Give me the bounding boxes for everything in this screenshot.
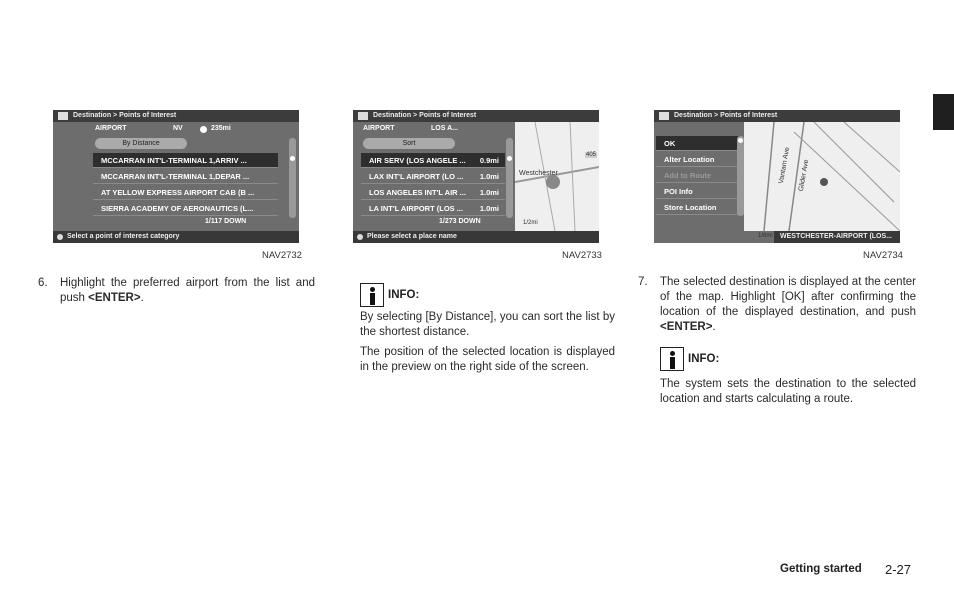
status-text: Please select a place name [367,233,457,240]
flag-icon [659,112,669,120]
status-text: WESTCHESTER-AIRPORT (LOS... [780,233,892,240]
location-pin [546,175,560,189]
route-badge: 405 [586,152,597,158]
list-item[interactable] [361,153,505,168]
step-body: Highlight the preferred airport from the list and push [60,277,315,304]
pager: 1/117 DOWN [205,218,247,225]
screen-header [353,110,599,122]
status-bar [774,231,900,243]
item-distance: 0.9mi [479,156,499,165]
figure-caption: NAV2732 [262,250,302,261]
info-paragraph: The position of the selected location is displayed in the preview on the right side of the screen. [360,346,615,373]
list-item[interactable]: MCCARRAN INT'L-TERMINAL 1,ARRIV ... [93,153,278,168]
list-item[interactable]: SIERRA ACADEMY OF AERONAUTICS (L... [93,201,278,216]
step-number: 6. [38,277,48,289]
sort-button[interactable]: Sort [363,138,455,149]
sort-button[interactable]: By Distance [95,138,187,149]
street-label: Vantam Ave [777,146,792,185]
menu-store-location[interactable]: Store Location [656,200,740,215]
step-text [60,276,315,306]
info-heading [660,347,719,371]
area-label: LOS A... [431,125,458,132]
state-label: NV [173,125,183,132]
item-name: LOS ANGELES INT'L AIR ... [369,188,466,197]
list-item[interactable] [361,169,505,184]
screenshot-nav2734 [654,110,900,243]
step-number: 7. [638,276,648,288]
screen-header [654,110,900,122]
category-row[interactable] [363,123,513,135]
list-item[interactable]: MCCARRAN INT'L-TERMINAL 1,DEPAR ... [93,169,278,184]
list-item[interactable]: AT YELLOW EXPRESS AIRPORT CAB (B ... [93,185,278,200]
header-text: Destination > Points of Interest [73,112,177,119]
flag-icon [58,112,68,120]
info-icon [57,234,63,240]
screen-header [53,110,299,122]
step-end: . [140,292,144,304]
info-icon [360,283,384,307]
list-item[interactable] [361,185,505,200]
header-text: Destination > Points of Interest [373,112,477,119]
scrollbar[interactable] [289,138,296,218]
street-label: Glider Ave [797,159,811,192]
step-text [660,275,916,335]
item-name: AIR SERV (LOS ANGELE ... [369,156,466,165]
category-row[interactable] [95,123,295,135]
step-end: . [712,321,716,333]
item-name: LA INT'L AIRPORT (LOS ... [369,204,464,213]
menu-ok[interactable]: OK [656,136,740,151]
item-name: LAX INT'L AIRPORT (LO ... [369,172,464,181]
info-icon [357,234,363,240]
map-scale: 1/2mi [523,220,538,226]
scroll-knob[interactable] [507,156,512,161]
figure-caption: NAV2733 [562,250,602,261]
menu-add-to-route[interactable]: Add to Route [656,168,740,183]
page-number: 2-27 [885,562,912,577]
info-icon [660,347,684,371]
list-item[interactable] [361,201,505,216]
destination-marker [820,178,828,186]
header-text: Destination > Points of Interest [674,112,778,119]
direction-icon [200,126,207,133]
info-label: INFO: [688,353,720,365]
status-text: Select a point of interest category [67,233,180,240]
info-paragraph: The system sets the destination to the selected location and starts calculating a route. [660,378,916,405]
scrollbar[interactable] [737,136,744,216]
scrollbar[interactable] [506,138,513,218]
item-distance: 1.0mi [479,188,499,197]
screenshot-nav2732 [53,110,299,243]
map-streets [744,122,900,231]
map-scale: 1/8mi [758,233,773,239]
info-label: INFO: [388,289,420,301]
map-town-label: Westchester [519,170,558,177]
step-body: The selected destination is displayed at the center of the map. Highlight [OK] after confirming the location of the displayed destination, and push [660,276,916,318]
chapter-tab [933,94,954,130]
footer-section: Getting started [780,563,862,575]
category-label: AIRPORT [363,125,395,132]
item-distance: 1.0mi [479,204,499,213]
flag-icon [358,112,368,120]
scroll-knob[interactable] [738,138,743,143]
scroll-knob[interactable] [290,156,295,161]
pager: 1/273 DOWN [439,218,481,225]
info-paragraph: By selecting [By Distance], you can sort the list by the shortest distance. [360,311,615,338]
distance-label: 235mi [211,125,231,132]
status-bar [53,231,299,243]
enter-key: <ENTER> [88,292,141,304]
item-distance: 1.0mi [479,172,499,181]
menu-alter-location[interactable]: Alter Location [656,152,740,167]
category-label: AIRPORT [95,125,127,132]
map-preview [515,122,599,231]
menu-poi-info[interactable]: POI Info [656,184,740,199]
status-bar [353,231,599,243]
screenshot-nav2733 [353,110,599,243]
info-heading [360,283,419,307]
figure-caption: NAV2734 [863,250,903,261]
enter-key: <ENTER> [660,321,713,333]
